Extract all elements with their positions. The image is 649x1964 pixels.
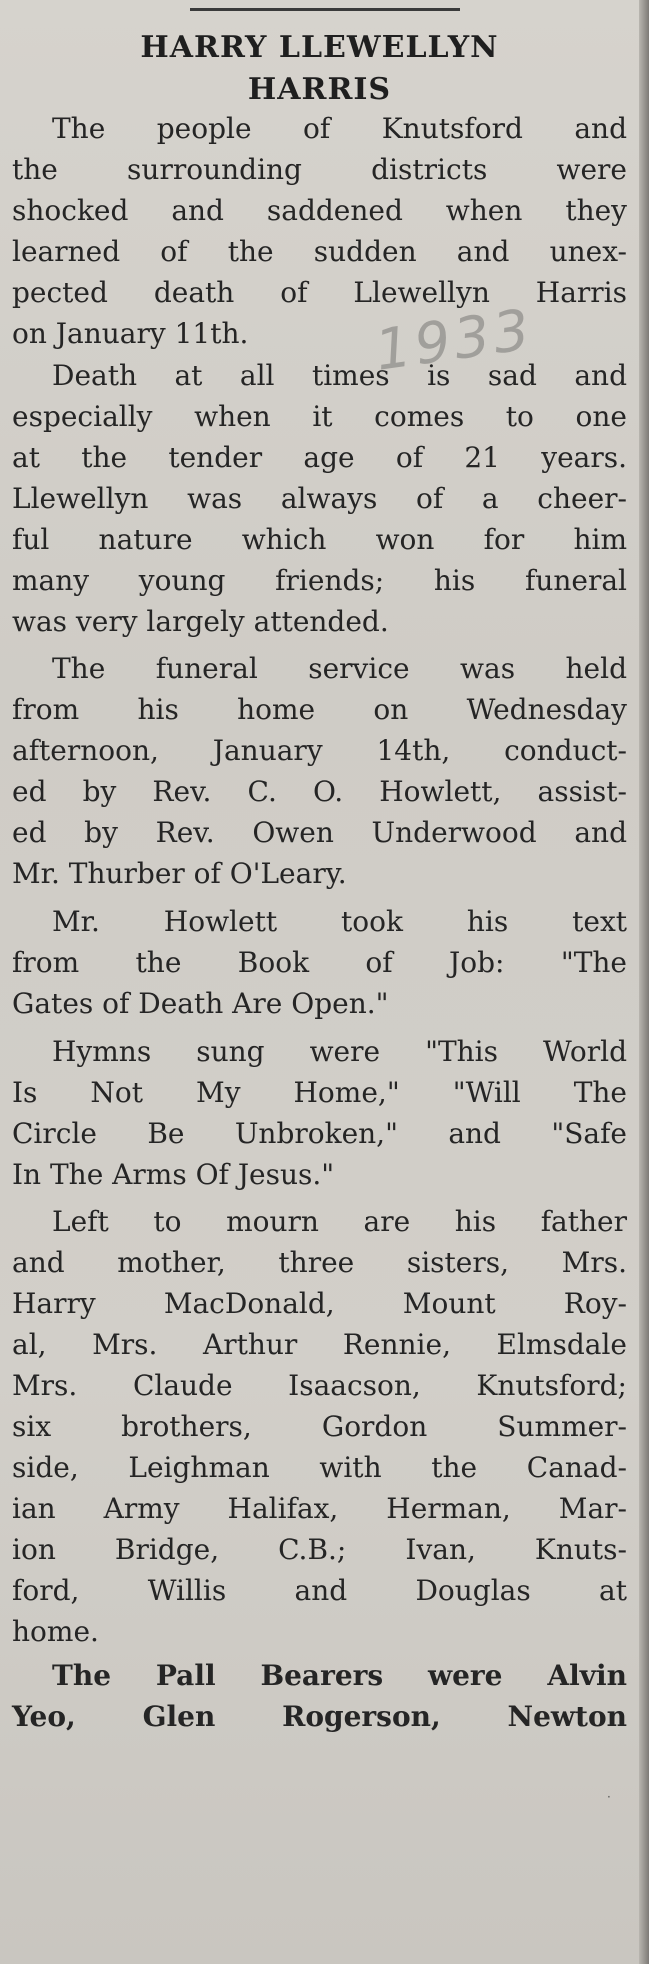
article-line: at the tender age of 21 years. bbox=[12, 441, 627, 474]
article-line: Mr. Howlett took his text bbox=[52, 905, 627, 938]
article-line: The people of Knutsford and bbox=[52, 112, 627, 145]
stray-mark: · bbox=[607, 1790, 611, 1804]
article-line: The Pall Bearers were Alvin bbox=[52, 1659, 627, 1692]
article-line: ed by Rev. C. O. Howlett, assist- bbox=[12, 775, 627, 808]
article-line: ful nature which won for him bbox=[12, 523, 627, 556]
article-line: side, Leighman with the Canad- bbox=[12, 1451, 627, 1484]
article-line: Gates of Death Are Open." bbox=[12, 987, 389, 1020]
article-line: ian Army Halifax, Herman, Mar- bbox=[12, 1492, 627, 1525]
article-line: The funeral service was held bbox=[52, 652, 627, 685]
article-line: the surrounding districts were bbox=[12, 153, 627, 186]
headline-line-2: HARRIS bbox=[247, 72, 392, 107]
article-line: Hymns sung were "This World bbox=[52, 1035, 627, 1068]
article-line: In The Arms Of Jesus." bbox=[12, 1158, 335, 1191]
article-line: and mother, three sisters, Mrs. bbox=[12, 1246, 627, 1279]
article-line: ion Bridge, C.B.; Ivan, Knuts- bbox=[12, 1533, 627, 1566]
article-line: home. bbox=[12, 1615, 99, 1648]
article-line: al, Mrs. Arthur Rennie, Elmsdale bbox=[12, 1328, 627, 1361]
clipping-torn-edge bbox=[639, 0, 649, 1964]
article-line: ed by Rev. Owen Underwood and bbox=[12, 816, 627, 849]
blank-paper-area bbox=[0, 1745, 639, 1964]
article-line: Mr. Thurber of O'Leary. bbox=[12, 857, 347, 890]
article-line: Left to mourn are his father bbox=[52, 1205, 627, 1238]
top-rule-divider bbox=[190, 8, 460, 11]
article-line: from his home on Wednesday bbox=[12, 693, 627, 726]
article-line: Mrs. Claude Isaacson, Knutsford; bbox=[12, 1369, 627, 1402]
article-line: Llewellyn was always of a cheer- bbox=[12, 482, 627, 515]
headline-line-1: HARRY LLEWELLYN bbox=[140, 30, 499, 65]
article-line: was very largely attended. bbox=[12, 605, 389, 638]
article-line: afternoon, January 14th, conduct- bbox=[12, 734, 627, 767]
article-line: from the Book of Job: "The bbox=[12, 946, 627, 979]
article-line: shocked and saddened when they bbox=[12, 194, 627, 227]
article-line: Is Not My Home," "Will The bbox=[12, 1076, 627, 1109]
article-line: Yeo, Glen Rogerson, Newton bbox=[12, 1700, 627, 1733]
article-line: learned of the sudden and unex- bbox=[12, 235, 627, 268]
article-line: on January 11th. bbox=[12, 317, 249, 350]
article-line: Circle Be Unbroken," and "Safe bbox=[12, 1117, 627, 1150]
article-line: Death at all times is sad and bbox=[52, 359, 627, 392]
article-line: especially when it comes to one bbox=[12, 400, 627, 433]
article-line: six brothers, Gordon Summer- bbox=[12, 1410, 627, 1443]
article-line: Harry MacDonald, Mount Roy- bbox=[12, 1287, 627, 1320]
article-line: ford, Willis and Douglas at bbox=[12, 1574, 627, 1607]
article-line: many young friends; his funeral bbox=[12, 564, 627, 597]
handwritten-year-annotation: 1933 bbox=[371, 297, 538, 384]
article-line: pected death of Llewellyn Harris bbox=[12, 276, 627, 309]
